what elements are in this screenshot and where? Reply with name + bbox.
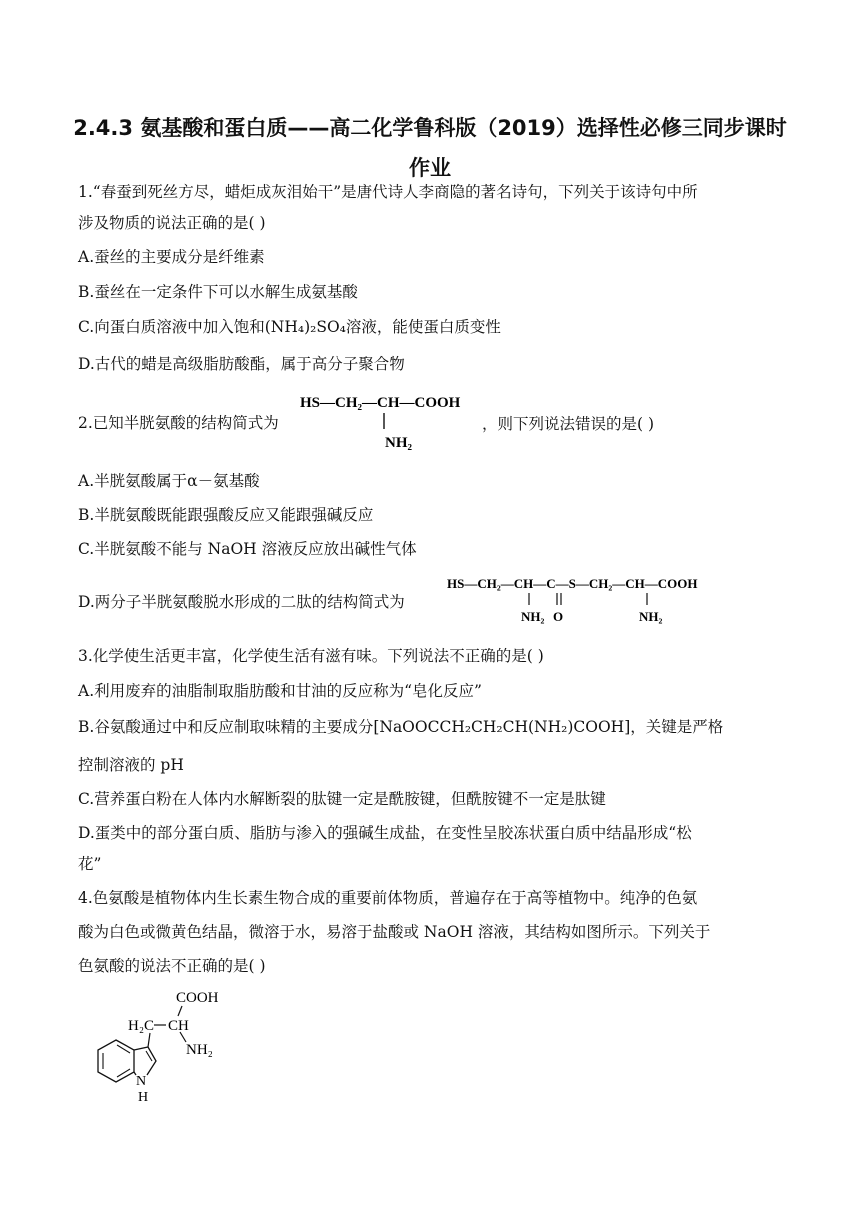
q3-option-b-formula: [NaOOCCH₂CH₂CH(NH₂)COOH] <box>373 718 631 736</box>
document-title <box>0 108 860 188</box>
q3-option-b <box>78 716 723 738</box>
q3-stem: 3.化学使生活更丰富，化学使生活有滋有味。下列说法不正确的是( ) <box>78 647 544 665</box>
q1-option-d: D.古代的蜡是高级脂肪酸酯，属于高分子聚合物 <box>78 355 405 373</box>
tryptophan-structure <box>84 987 244 1109</box>
q3-option-c: C.营养蛋白粉在人体内水解断裂的肽键一定是酰胺键，但酰胺键不一定是肽键 <box>78 790 606 808</box>
q2-option-a: A.半胱氨酸属于α－氨基酸 <box>78 472 260 490</box>
dipeptide-amino-1: NH₂ <box>521 609 545 624</box>
indole-hydrogen: H <box>138 1090 149 1105</box>
cysteine-main-chain: HS—CH₂—CH—COOH <box>300 395 461 411</box>
q2-stem: 2.已知半胱氨酸的结构简式为 <box>78 414 279 432</box>
cysteine-amino-group: NH₂ <box>385 435 412 451</box>
indole-nitrogen: N <box>136 1074 147 1089</box>
q3-option-d-line-1: D.蛋类中的部分蛋白质、脂肪与渗入的强碱生成盐，在变性呈胶冻状蛋白质中结晶形成“松 <box>78 824 692 842</box>
q1-option-c-formula: (NH₄)₂SO₄ <box>264 318 346 336</box>
cysteine-structure <box>298 389 482 459</box>
q2-stem-tail: ，则下列说法错误的是( ) <box>482 415 655 433</box>
q1-stem-line-2: 涉及物质的说法正确的是( ) <box>78 214 266 232</box>
q3-option-d-line-2: 花” <box>78 855 102 873</box>
q1-option-c <box>78 316 501 338</box>
dipeptide-carbonyl-oxygen: O <box>553 609 564 624</box>
q1-option-c-text: C.向蛋白质溶液中加入饱和 <box>78 318 265 336</box>
tryptophan-bond-ring <box>148 1033 150 1047</box>
q1-option-b: B.蚕丝在一定条件下可以水解生成氨基酸 <box>78 283 358 301</box>
title-line-1: 2.4.3 氨基酸和蛋白质——高二化学鲁科版（2019）选择性必修三同步课时 <box>73 116 787 140</box>
q2-option-c: C.半胱氨酸不能与 NaOH 溶液反应放出碱性气体 <box>78 540 417 558</box>
q3-option-a: A.利用废弃的油脂制取脂肪酸和甘油的反应称为“皂化反应” <box>78 682 482 700</box>
dipeptide-amino-2: NH₂ <box>639 609 663 624</box>
q2-option-b: B.半胱氨酸既能跟强酸反应又能跟强碱反应 <box>78 506 374 524</box>
q4-stem-line-1: 4.色氨酸是植物体内生长素生物合成的重要前体物质，普遍存在于高等植物中。纯净的色氨 <box>78 889 698 907</box>
q1-option-a: A.蚕丝的主要成分是纤维素 <box>78 248 265 266</box>
q4-stem-line-3: 色氨酸的说法不正确的是( ) <box>78 957 266 975</box>
q4-stem-line-2: 酸为白色或微黄色结晶，微溶于水，易溶于盐酸或 NaOH 溶液，其结构如图所示。下列关于 <box>78 923 711 941</box>
pyrrole-ring <box>134 1047 156 1075</box>
q1-option-c-text-end: 溶液，能使蛋白质变性 <box>345 318 501 336</box>
tryptophan-bond-cooh <box>178 1006 182 1016</box>
q3-option-b-continued: 控制溶液的 pH <box>78 756 184 774</box>
tryptophan-h2c: H₂C <box>128 1018 155 1034</box>
tryptophan-ch: CH <box>168 1018 189 1034</box>
tryptophan-cooh: COOH <box>176 990 219 1006</box>
q2-option-d: D.两分子半胱氨酸脱水形成的二肽的结构简式为 <box>78 593 405 611</box>
q1-stem-line-1: 1.“春蚕到死丝方尽，蜡炬成灰泪始干”是唐代诗人李商隐的著名诗句，下列关于该诗句中所 <box>78 183 698 201</box>
q3-option-b-text-end: ，关键是严格 <box>630 718 724 736</box>
tryptophan-nh2: NH₂ <box>186 1042 213 1058</box>
q3-option-b-text: B.谷氨酸通过中和反应制取味精的主要成分 <box>78 718 374 736</box>
title-line-2: 作业 <box>409 156 451 180</box>
dipeptide-structure <box>445 571 725 631</box>
dipeptide-main-chain: HS—CH₂—CH—C—S—CH₂—CH—COOH <box>447 576 698 591</box>
